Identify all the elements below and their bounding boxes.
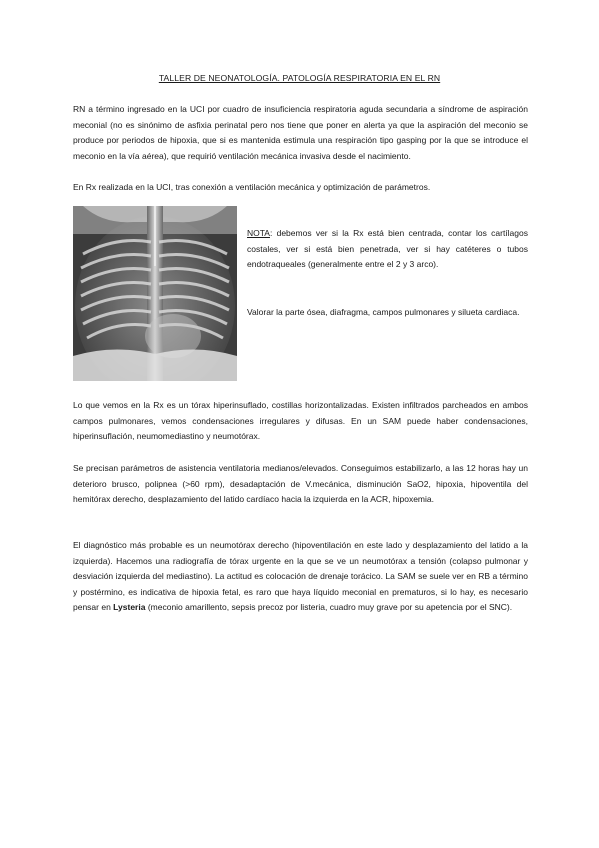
case-intro-paragraph: RN a término ingresado en la UCI por cuadro de insuficiencia respiratoria aguda secundaria a síndrome de aspiración meconial (no es sinónimo de asfixia perinatal pero nos tiene que poner en alerta ya que la aspiración del meconio se produce por periodos de hipoxia, que si es mantenida estimula una respiración tipo gasping por la que se introduce el meconio en la vía aérea), que requirió ventilación mecánica invasiva desde el nacimiento. bbox=[73, 104, 528, 161]
document-title: TALLER DE NEONATOLOGÍA. PATOLOGÍA RESPIRATORIA EN EL RN bbox=[158, 73, 441, 83]
findings-paragraph: Lo que vemos en la Rx es un tórax hiperinsuflado, costillas horizontalizadas. Existen infiltrados parcheados en ambos campos pulmonares, vemos condensaciones irregulares y difusas. En un SAM puede haber condensaciones, hiperinsuflación, neumomediastino y neumotórax. bbox=[73, 400, 528, 442]
note-paragraph bbox=[247, 226, 528, 273]
rx-intro-paragraph: En Rx realizada en la UCI, tras conexión a ventilación mecánica y optimización de parámetros. bbox=[73, 182, 431, 192]
note-label: NOTA bbox=[247, 228, 270, 238]
diagnosis-text: El diagnóstico más probable es un neumotórax derecho (hipoventilación en este lado y desplazamiento del latido a la izquierda). Hacemos una radiografía de tórax urgente en la que se ve un neumotórax a tensión (colapso pulmonar y desviación izquierda del mediastino). La actitud es colocación de drenaje torácico. La SAM se suele ver en RB a término y postérmino, es indicativa de hipoxia fetal, es raro que haya líquido meconial en prematuros, si lo hay, es necesario pensar en bbox=[73, 540, 528, 613]
note-text: : debemos ver si la Rx está bien centrada, contar los cartílagos costales, ver si está bien penetrada, ver si hay catéteres o tubos endotraqueales (generalmente entre el 2 y 3 arco). bbox=[247, 228, 528, 270]
chest-xray-graphic bbox=[73, 206, 237, 381]
diagnosis-text-end: (meconio amarillento, sepsis precoz por listeria, cuadro muy grave por su apetencia por el SNC). bbox=[145, 602, 513, 613]
chest-xray-image bbox=[73, 206, 237, 381]
diagnosis-bold-term: Lysteria bbox=[113, 602, 146, 613]
diagnosis-paragraph bbox=[73, 538, 528, 616]
evolution-paragraph: Se precisan parámetros de asistencia ventilatoria medianos/elevados. Conseguimos estabilizarlo, a las 12 horas hay un deterioro brusco, polipnea (>60 rpm), desadaptación de V.mecánica, disminución SaO2, hipoxia, hipoventila del hemitórax derecho, desplazamiento del latido cardíaco hacia la izquierda en la ACR, hipoxemia. bbox=[73, 463, 528, 505]
note-paragraph-2: Valorar la parte ósea, diafragma, campos pulmonares y silueta cardiaca. bbox=[247, 307, 520, 317]
